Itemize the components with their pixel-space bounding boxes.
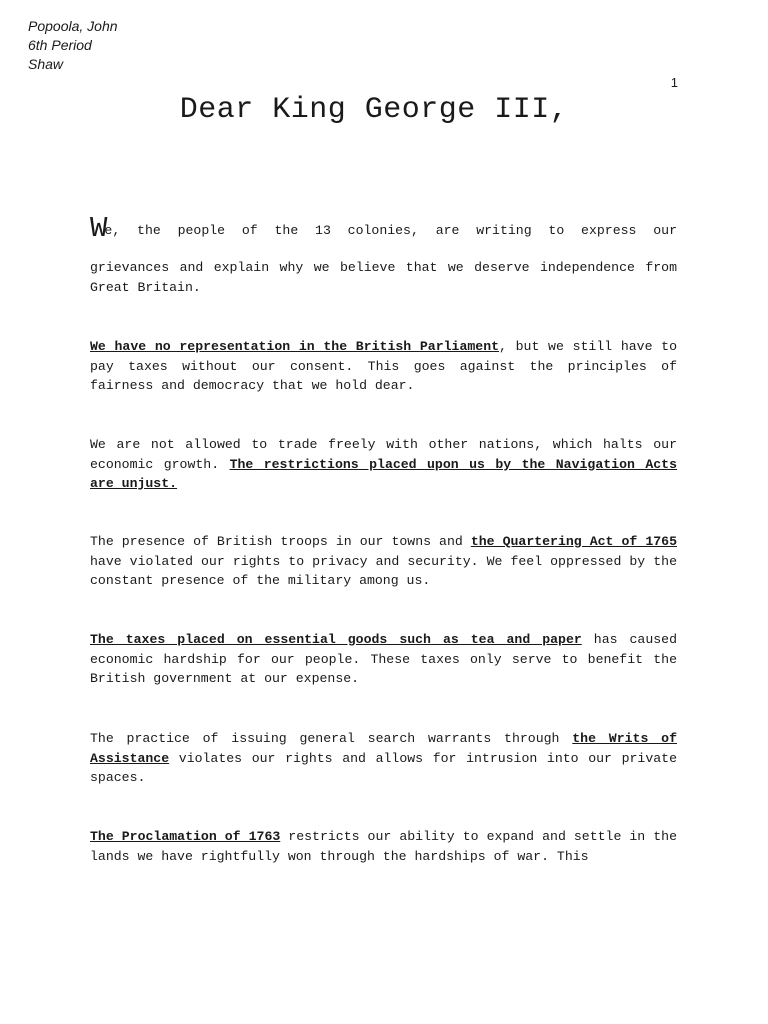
paragraph-proclamation — [90, 827, 677, 866]
grievance-highlight: The taxes placed on essential goods such as tea and paper — [90, 632, 582, 647]
paragraph-troops — [90, 532, 677, 591]
paragraph-representation — [90, 337, 677, 396]
class-period: 6th Period — [28, 37, 92, 53]
paragraph-writs — [90, 729, 677, 788]
drop-cap: W — [90, 212, 108, 245]
paragraph-text: has caused economic hardship for our people. These taxes only serve to benefit the British government at our expense. — [90, 632, 677, 687]
paragraph-text: violates our rights and allows for intrusion into our private spaces. — [90, 750, 677, 786]
teacher-name: Shaw — [28, 56, 64, 72]
paragraph-text: , but we still have to pay taxes without our consent. This goes against the principles of fairness and democracy that we hold dear. — [90, 339, 678, 394]
letter-title: Dear King George III, — [179, 93, 569, 127]
grievance-highlight: the Writs of Assistance — [90, 731, 677, 766]
page-number: 1 — [670, 75, 678, 90]
grievance-highlight: The Proclamation of 1763 — [90, 829, 281, 844]
grievance-highlight: the Quartering Act of 1765 — [470, 534, 677, 549]
grievance-highlight: The restrictions placed upon us by the Navigation Acts are unjust. — [90, 456, 677, 492]
student-header — [28, 17, 118, 74]
paragraph-text: The practice of issuing general search warrants through — [90, 731, 573, 746]
intro-paragraph-continuation: grievances and explain why we believe that we deserve independence from Great Britain. — [90, 260, 677, 295]
paragraph-trade — [90, 435, 677, 494]
paragraph-text: restricts our ability to expand and settle in the lands we have rightfully won through the hardships of war. This — [90, 829, 677, 864]
paragraph-taxes — [90, 630, 677, 689]
intro-first-line-text: e, the people of the 13 colonies, are writing to express our — [104, 223, 677, 238]
paragraph-text: have violated our rights to privacy and security. We feel oppressed by the constant presence of the military among us. — [90, 553, 677, 589]
paragraph-text: The presence of British troops in our towns and — [90, 534, 471, 549]
paragraph-text: We are not allowed to trade freely with other nations, which halts our economic growth. — [90, 437, 677, 472]
student-name: Popoola, John — [28, 18, 118, 34]
intro-first-line — [90, 214, 677, 243]
grievance-highlight: We have no representation in the British Parliament — [90, 339, 500, 354]
